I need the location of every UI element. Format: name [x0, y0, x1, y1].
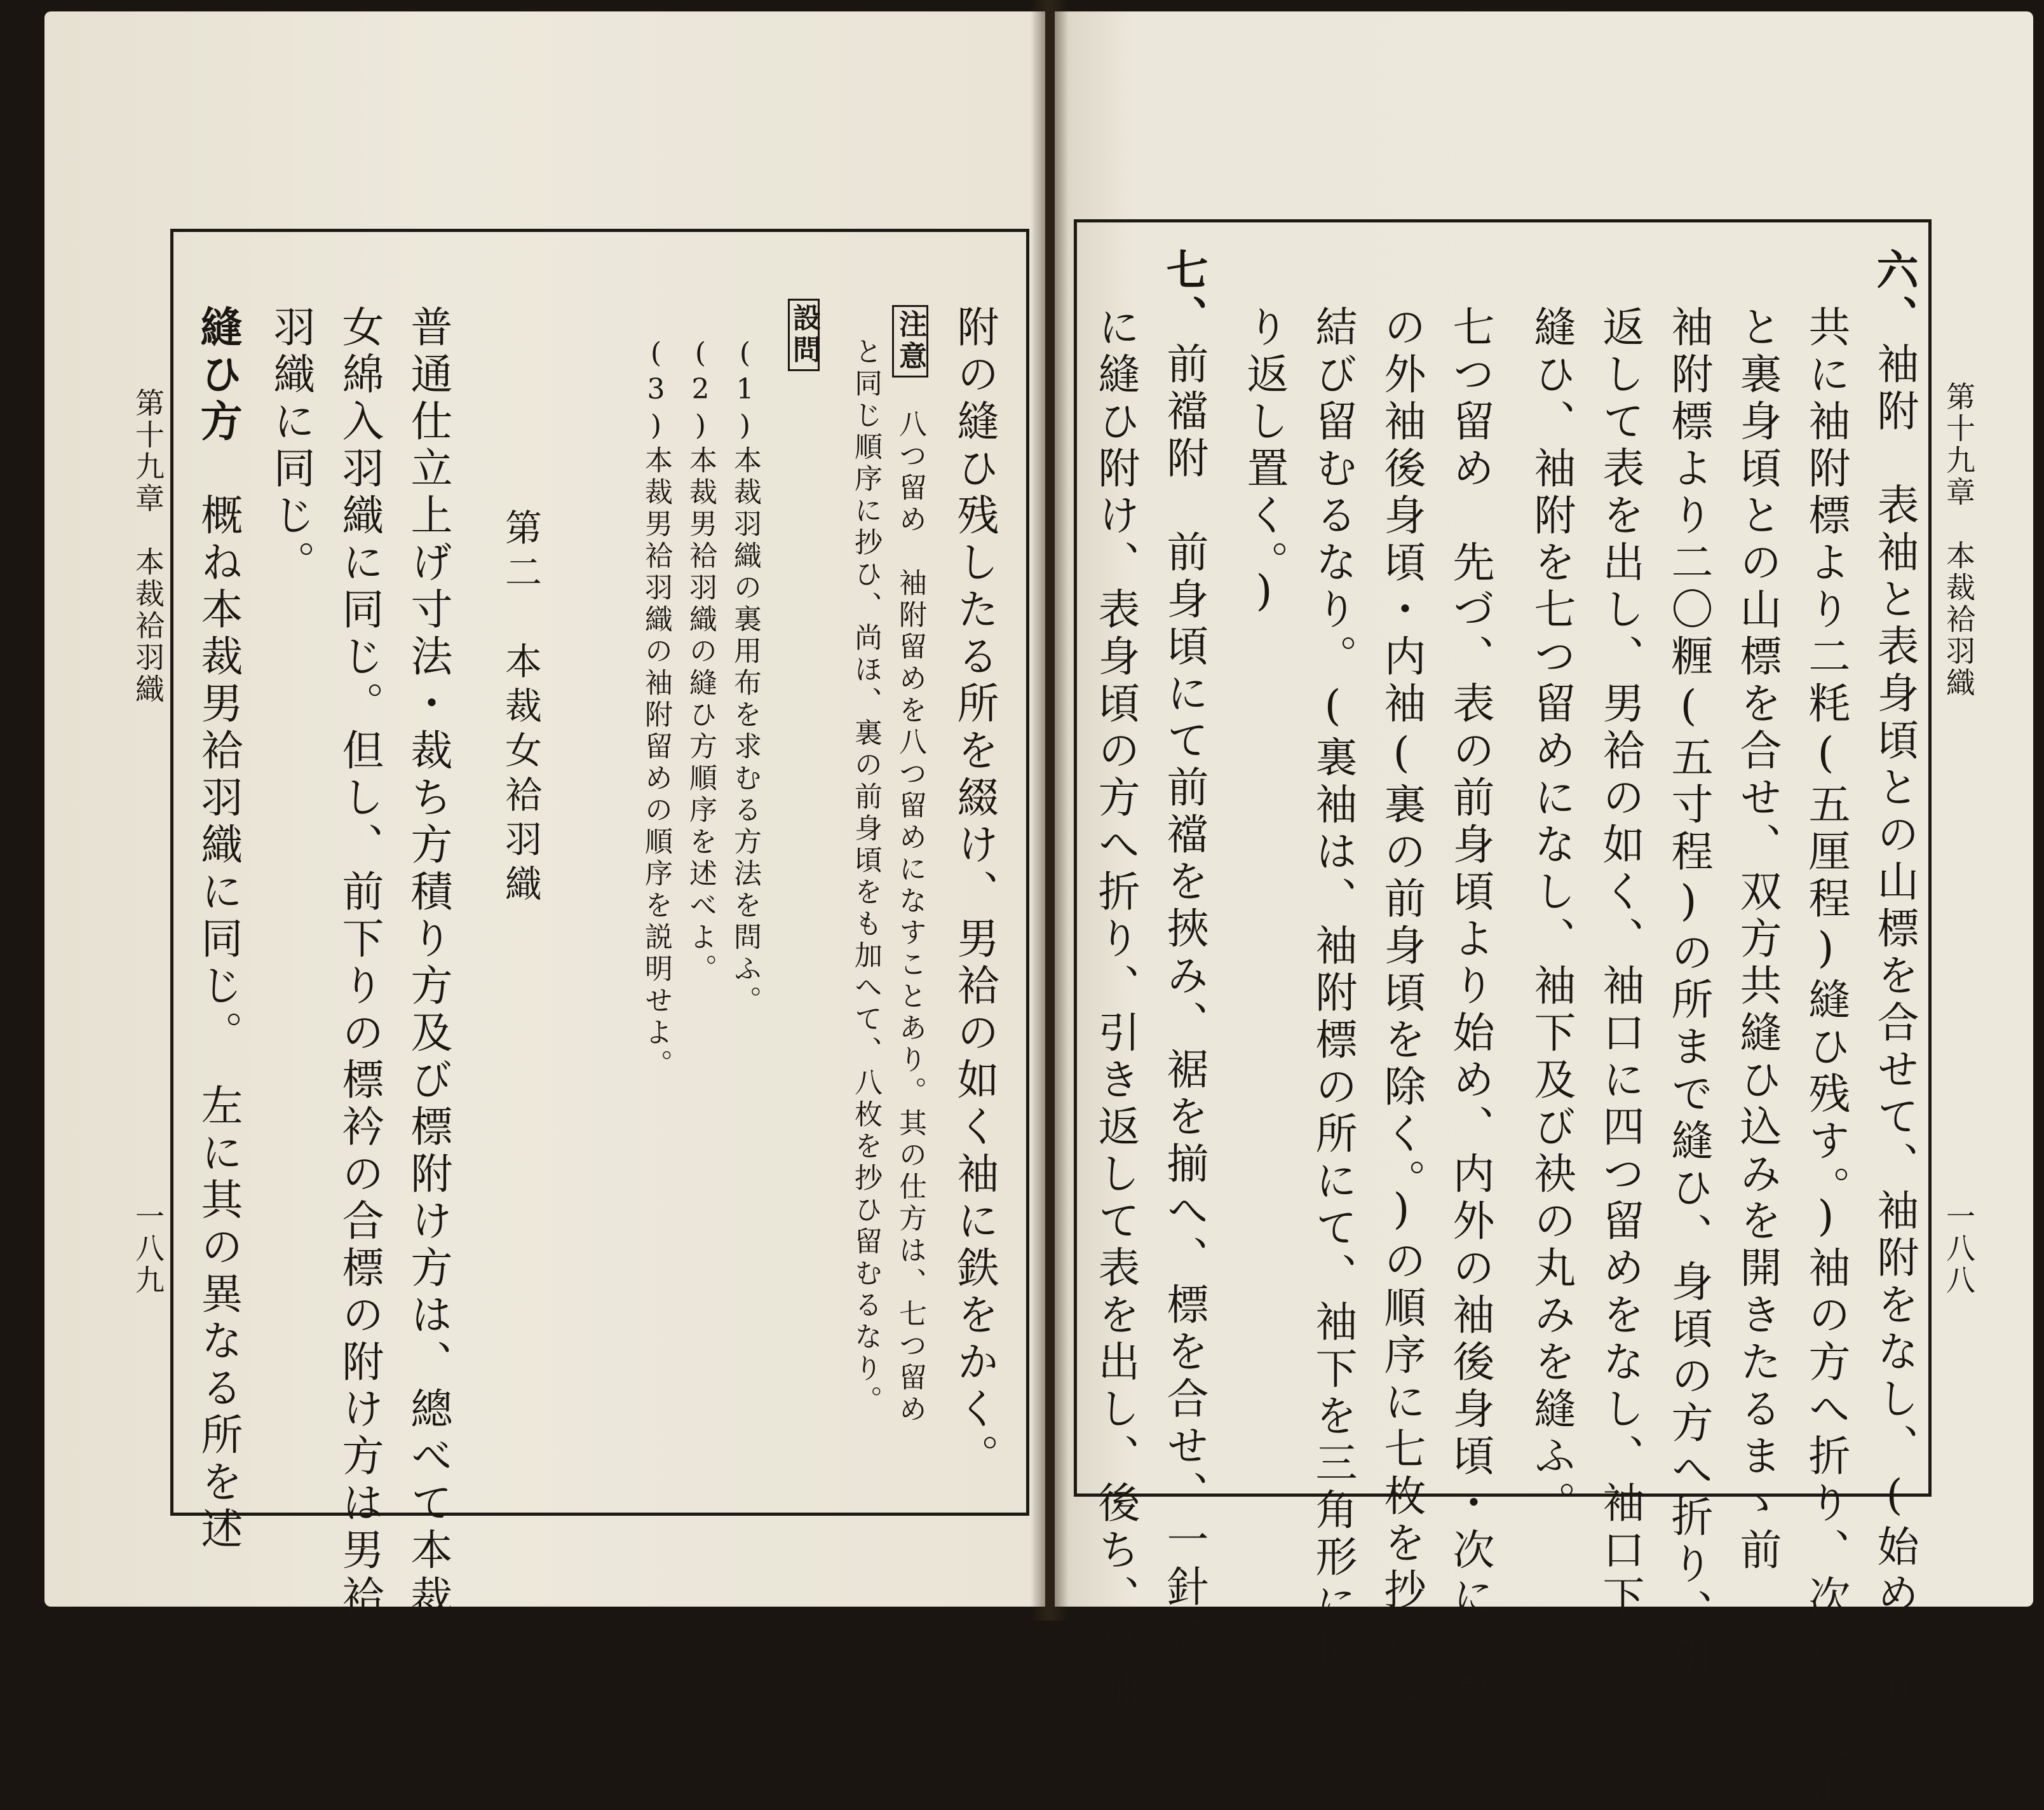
left-column-3: 女綿入羽織に同じ。但し、前下りの標衿の合標の附け方は男袷: [335, 305, 384, 1622]
right-column-7: 七つ留め 先づ、表の前身頃より始め、内外の袖後身頃・次に、裏: [1445, 305, 1494, 1716]
item-number: 七、: [1159, 248, 1208, 342]
right-running-header: 第十九章 本裁袷羽織: [1942, 381, 1976, 699]
column-text: 前襠附 前身頃にて前襠を挾み、裾を揃へ、標を合せ、一針抜き: [1160, 342, 1208, 1706]
column-text: 概ね本裁男袷羽織に同じ。 左に其の異なる所を述: [194, 493, 243, 1554]
section-title: 第二 本裁女袷羽織: [499, 508, 542, 909]
item-number: 六、: [1869, 248, 1919, 342]
right-column-10: り返し置く。): [1240, 305, 1289, 620]
right-column-9: 結び留むるなり。(裏袖は、袖附標の所にて、袖下を三角形に折: [1308, 305, 1357, 1676]
right-column-4: 袖附標より二〇糎(五寸程)の所まで縫ひ、身頃の方へ折り、引き: [1664, 305, 1713, 1730]
question-3: (3)本裁男袷羽織の袖附留めの順序を説明せよ。: [640, 337, 672, 1081]
note-column-2: と同じ順序に抄ひ、尚ほ、裏の前身頃をも加へて、八枚を抄ひ留むるなり。: [849, 337, 882, 1417]
left-column-5: [193, 305, 243, 1554]
note-column-1: [896, 305, 924, 1426]
note-text-1: 八つ留め 袖附留めを八つ留めになすことあり。其の仕方は、七つ留め: [894, 409, 926, 1426]
right-column-2: 共に袖附標より二粍(五厘程)縫ひ残す。)袖の方へ折り、次に、裏袖: [1801, 305, 1850, 1810]
right-column-11: [1159, 248, 1208, 1706]
left-column-4: 羽織に同じ。: [266, 305, 315, 587]
question-1: (1)本裁羽織の裏用布を求むる方法を問ふ。: [729, 337, 761, 1017]
right-column-5: 返して表を出し、男袷の如く、袖口に四つ留めをなし、袖口下を: [1595, 305, 1644, 1669]
book-spine: [1031, 0, 1069, 1621]
right-column-6: 縫ひ、袖附を七つ留めになし、袖下及び袂の丸みを縫ふ。: [1527, 305, 1576, 1528]
note-label: 注意: [892, 305, 928, 378]
right-column-1: [1869, 248, 1919, 1713]
left-body-column: 附の縫ひ残したる所を綴け、男袷の如く袖に鉄をかく。: [950, 305, 999, 1481]
right-column-3: と裏身頃との山標を合せ、双方共縫ひ込みを開きたるまゝ前: [1733, 305, 1782, 1575]
questions-label: 設問: [788, 299, 820, 371]
question-2: (2)本裁男袷羽織の縫ひ方順序を述べよ。: [684, 337, 717, 986]
right-column-8: の外袖後身頃・内袖(裏の前身頃を除く。)の順序に七枚を抄ひて: [1377, 305, 1426, 1709]
subheading: 縫ひ方: [193, 305, 243, 446]
right-page-number: 一八八: [1942, 1201, 1976, 1296]
left-running-header: 第十九章 本裁袷羽織: [131, 388, 165, 705]
right-column-12: に縫ひ附け、表身頃の方へ折り、引き返して表を出し、後ち、裏袖: [1091, 305, 1140, 1716]
left-page-number: 一八九: [131, 1201, 165, 1296]
column-text: 袖附 表袖と表身頃との山標を合せて、袖附をなし、(始め終り: [1870, 342, 1919, 1713]
left-column-2: 普通仕立上げ寸法・裁ち方積り方及び標附け方は、總べて本裁: [403, 305, 452, 1622]
